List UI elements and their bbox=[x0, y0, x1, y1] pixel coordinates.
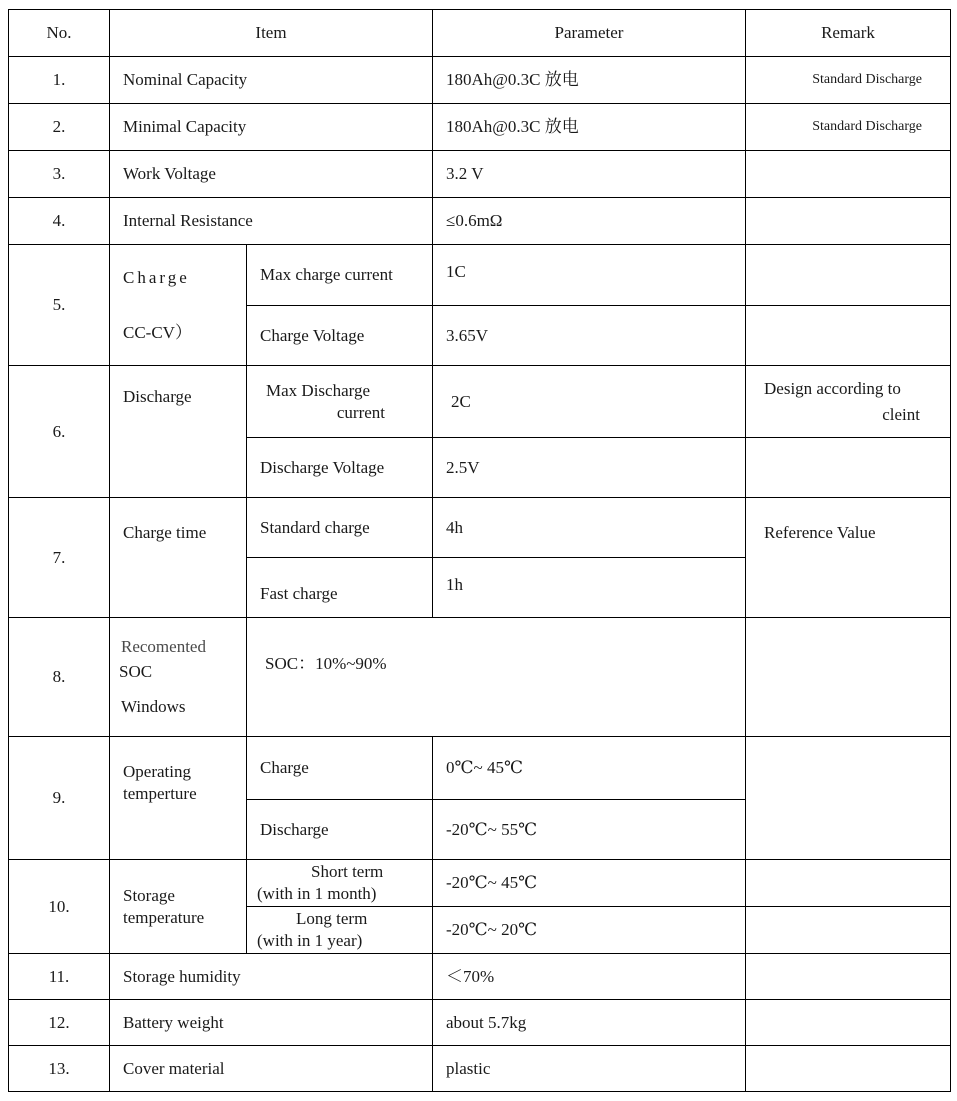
table-row bbox=[9, 151, 951, 198]
remark-cell bbox=[746, 1046, 951, 1092]
item-line: Max Discharge bbox=[266, 380, 371, 400]
parameter-cell: about 5.7kg bbox=[433, 1000, 746, 1046]
remark-cell bbox=[746, 151, 951, 198]
remark-cell: Standard Discharge bbox=[746, 104, 951, 151]
header-row bbox=[9, 10, 951, 57]
parameter-cell: -20℃~ 45℃ bbox=[433, 860, 746, 907]
header-no: No. bbox=[9, 10, 110, 57]
remark-cell: Standard Discharge bbox=[746, 57, 951, 104]
remark-cell bbox=[746, 438, 951, 498]
subitem-cell: Charge bbox=[247, 737, 433, 800]
table-row bbox=[9, 498, 951, 558]
remark-cell bbox=[746, 618, 951, 737]
parameter-cell: 2C bbox=[433, 366, 746, 438]
item-line: Windows bbox=[121, 697, 186, 716]
item-line: temperature bbox=[123, 907, 205, 927]
item-cell: Battery weight bbox=[110, 1000, 433, 1046]
item-cell: Charge time bbox=[110, 498, 247, 618]
subitem-cell: Discharge bbox=[247, 800, 433, 860]
row-number: 7. bbox=[9, 498, 110, 618]
row-number: 2. bbox=[9, 104, 110, 151]
spec-table bbox=[8, 9, 951, 1092]
item-line: Long term bbox=[296, 909, 368, 928]
subitem-cell bbox=[247, 366, 433, 438]
parameter-cell: SOC：10%~90% bbox=[247, 618, 746, 737]
table-row bbox=[9, 366, 951, 438]
item-line: Recomented bbox=[121, 637, 206, 656]
item-line: SOC bbox=[119, 662, 153, 681]
row-number: 10. bbox=[9, 860, 110, 954]
item-cell: Storage humidity bbox=[110, 954, 433, 1000]
parameter-cell: plastic bbox=[433, 1046, 746, 1092]
parameter-cell: 2.5V bbox=[433, 438, 746, 498]
item-cell: Nominal Capacity bbox=[110, 57, 433, 104]
item-cell: Minimal Capacity bbox=[110, 104, 433, 151]
item-line: Charge bbox=[123, 267, 190, 287]
item-line: current bbox=[336, 402, 385, 422]
parameter-cell: 1h bbox=[433, 558, 746, 618]
row-number: 4. bbox=[9, 198, 110, 245]
remark-cell: Reference Value bbox=[746, 498, 951, 618]
table-row bbox=[9, 104, 951, 151]
row-number: 6. bbox=[9, 366, 110, 498]
item-cell bbox=[110, 245, 247, 366]
remark-cell bbox=[746, 954, 951, 1000]
table-row bbox=[9, 1000, 951, 1046]
parameter-cell: -20℃~ 20℃ bbox=[433, 907, 746, 954]
parameter-cell: 4h bbox=[433, 498, 746, 558]
parameter-cell: ＜70% bbox=[433, 954, 746, 1000]
table-row bbox=[9, 954, 951, 1000]
item-cell: Discharge bbox=[110, 366, 247, 498]
table-row bbox=[9, 1046, 951, 1092]
subitem-cell: Max charge current bbox=[247, 245, 433, 306]
header-remark: Remark bbox=[746, 10, 951, 57]
row-number: 12. bbox=[9, 1000, 110, 1046]
parameter-cell: 3.65V bbox=[433, 306, 746, 366]
row-number: 5. bbox=[9, 245, 110, 366]
table-row bbox=[9, 860, 951, 907]
item-line: temperture bbox=[123, 784, 197, 803]
header-item: Item bbox=[110, 10, 433, 57]
item-line: Storage bbox=[123, 885, 175, 905]
parameter-cell: 3.2 V bbox=[433, 151, 746, 198]
row-number: 8. bbox=[9, 618, 110, 737]
parameter-cell: 1C bbox=[433, 245, 746, 306]
table-row bbox=[9, 737, 951, 800]
subitem-cell: Standard charge bbox=[247, 498, 433, 558]
row-number: 1. bbox=[9, 57, 110, 104]
item-cell bbox=[110, 860, 247, 954]
item-line: Operating bbox=[123, 762, 191, 781]
row-number: 9. bbox=[9, 737, 110, 860]
remark-cell bbox=[746, 245, 951, 306]
item-cell bbox=[110, 618, 247, 737]
subitem-cell: Fast charge bbox=[247, 558, 433, 618]
item-line: (with in 1 month) bbox=[257, 884, 377, 903]
item-cell bbox=[110, 737, 247, 860]
table-row bbox=[9, 57, 951, 104]
remark-cell bbox=[746, 198, 951, 245]
subitem-cell bbox=[247, 907, 433, 954]
remark-cell bbox=[746, 907, 951, 954]
item-line: (with in 1 year) bbox=[257, 931, 363, 950]
remark-cell bbox=[746, 306, 951, 366]
parameter-cell: 0℃~ 45℃ bbox=[433, 737, 746, 800]
parameter-cell: -20℃~ 55℃ bbox=[433, 800, 746, 860]
row-number: 3. bbox=[9, 151, 110, 198]
item-cell: Work Voltage bbox=[110, 151, 433, 198]
remark-line: cleint bbox=[882, 404, 920, 424]
subitem-cell: Discharge Voltage bbox=[247, 438, 433, 498]
subitem-cell bbox=[247, 860, 433, 907]
parameter-cell: ≤0.6mΩ bbox=[433, 198, 746, 245]
subitem-cell: Charge Voltage bbox=[247, 306, 433, 366]
row-number: 13. bbox=[9, 1046, 110, 1092]
parameter-cell: 180Ah@0.3C 放电 bbox=[433, 104, 746, 151]
table-row bbox=[9, 198, 951, 245]
item-line: Short term bbox=[311, 862, 384, 881]
remark-cell bbox=[746, 366, 951, 438]
row-number: 11. bbox=[9, 954, 110, 1000]
table-row bbox=[9, 618, 951, 737]
item-cell: Cover material bbox=[110, 1046, 433, 1092]
parameter-cell: 180Ah@0.3C 放电 bbox=[433, 57, 746, 104]
remark-cell bbox=[746, 860, 951, 907]
table-row bbox=[9, 245, 951, 306]
remark-line: Design according to bbox=[764, 378, 901, 398]
item-cell: Internal Resistance bbox=[110, 198, 433, 245]
header-parameter: Parameter bbox=[433, 10, 746, 57]
remark-cell bbox=[746, 1000, 951, 1046]
item-line: CC-CV） bbox=[123, 322, 192, 342]
remark-cell bbox=[746, 737, 951, 860]
